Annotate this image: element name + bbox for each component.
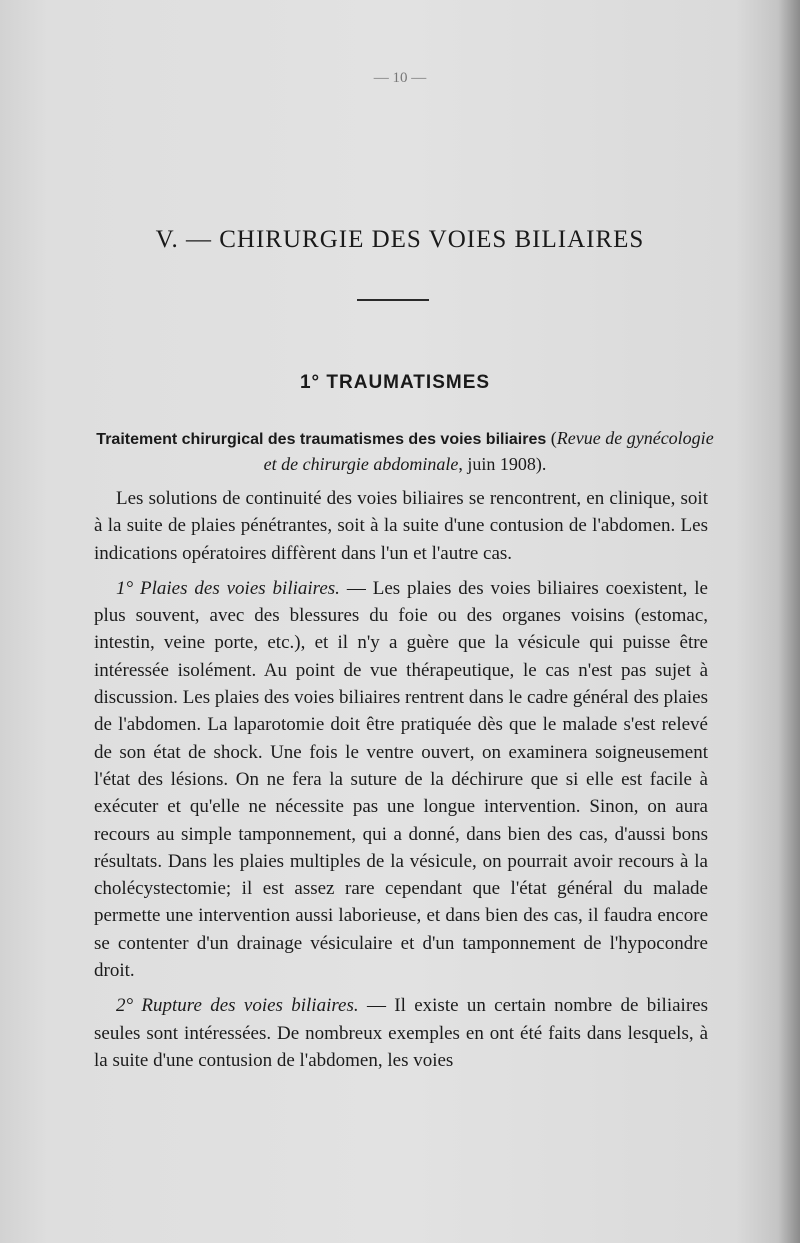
article-citation-open: ( bbox=[546, 428, 557, 448]
chapter-title: V. — CHIRURGIE DES VOIES BILIAIRES bbox=[155, 226, 645, 253]
paragraph-text: Les solutions de continuité des voies biliaires se rencontrent, en clinique, soit à la suite de plaies pénétrantes, soit à la suite d'une contusion de l'abdomen. Les indications opératoires diffèrent dans l'un et l'autre cas. bbox=[94, 488, 708, 564]
paragraph-intro bbox=[94, 485, 708, 567]
title-divider bbox=[357, 299, 429, 301]
paragraph-text: — Il existe un certain nombre de biliaires seules sont intéressées. De nombreux exemples en ont été faits dans lesquels, à la suite d'une contusion de l'abdomen, les voies bbox=[94, 995, 708, 1071]
article-citation-journal: Revue de gynécologie et de chirurgie abdominale bbox=[263, 428, 714, 474]
section-heading: 1° TRAUMATISMES bbox=[299, 372, 491, 393]
paragraph-text: — Les plaies des voies biliaires coexistent, le plus souvent, avec des blessures du foie ou des organes voisins (estomac, intestin, veine porte, etc.), et il n'y a guère que la vésicule qui puisse être intéressée isolément. Au point de vue thérapeutique, le cas n'est pas sujet à discussion. Les plaies des voies biliaires rentrent dans le cadre général des plaies de l'abdomen. La laparotomie doit être pratiquée dès que le malade s'est relevé de son état de shock. Une fois le ventre ouvert, on examinera soigneusement l'état des lésions. On ne fera la suture de la déchirure que si elle est facile à exécuter et qu'elle ne nécessite pas une longue intervention. Sinon, on aura recours au simple tamponnement, qui a donné, dans bien des cas, d'aussi bons résultats. Dans les plaies multiples de la vésicule, on pourrait avoir recours à la cholécystectomie; il est assez rare cependant que l'état général du malade permette une intervention aussi laborieuse, et dans bien des cas, il faudra encore se contenter d'un drainage vésiculaire et d'un tamponnement de l'hypocondre droit. bbox=[94, 577, 708, 982]
paragraph-lead: 1° Plaies des voies biliaires. bbox=[116, 577, 340, 599]
page-number: — 10 — bbox=[373, 70, 427, 86]
page-edge-shadow bbox=[778, 0, 800, 1243]
paragraph-lead: 2° Rupture des voies biliaires. bbox=[116, 995, 359, 1017]
article-title bbox=[92, 426, 718, 477]
article-citation-date: , juin 1908). bbox=[458, 454, 547, 474]
body-text bbox=[94, 485, 708, 1082]
paragraph-rupture bbox=[94, 992, 708, 1074]
article-title-main: Traitement chirurgical des traumatismes des voies biliaires bbox=[96, 431, 547, 448]
paragraph-plaies bbox=[94, 575, 708, 984]
